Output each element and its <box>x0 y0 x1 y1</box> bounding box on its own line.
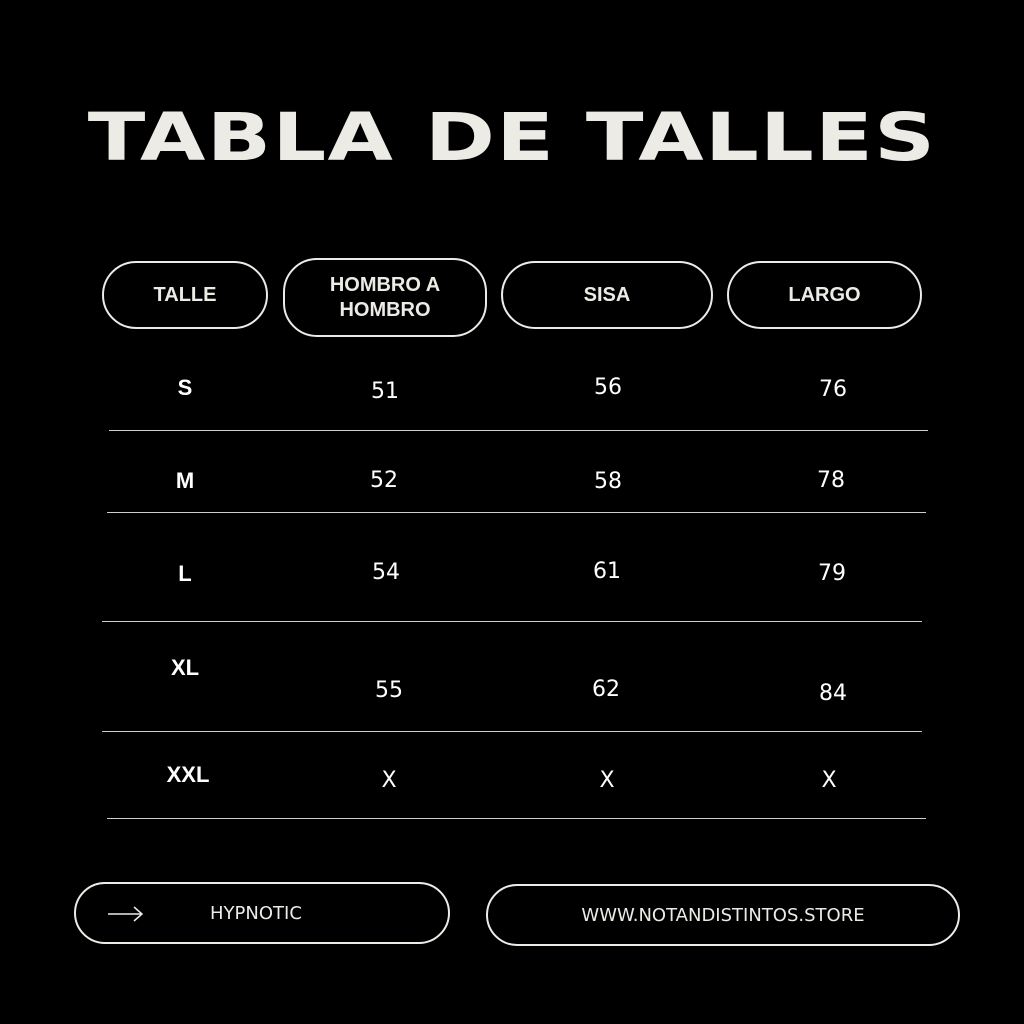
hombro-cell: 51 <box>371 379 399 404</box>
largo-cell: 78 <box>817 468 845 493</box>
largo-cell: X <box>821 768 837 793</box>
header-sisa <box>501 261 713 329</box>
brand-label: HYPNOTIC <box>210 902 302 924</box>
row-divider <box>102 731 922 732</box>
sisa-cell: 58 <box>594 469 622 494</box>
size-cell: L <box>178 561 192 586</box>
header-hombro-line2: HOMBRO <box>339 298 431 321</box>
largo-cell: 76 <box>819 377 847 402</box>
header-sisa-label: SISA <box>583 283 631 306</box>
size-cell: S <box>177 375 193 400</box>
arrow-right-icon <box>106 902 146 926</box>
sisa-cell: 62 <box>592 677 620 702</box>
header-hombro-label <box>330 273 440 323</box>
header-largo <box>727 261 922 329</box>
header-largo-label: LARGO <box>788 283 861 306</box>
sisa-cell: 61 <box>593 559 621 584</box>
size-cell: M <box>175 468 195 493</box>
row-divider <box>107 512 926 513</box>
size-cell: XL <box>170 655 200 680</box>
sisa-cell: X <box>599 768 615 793</box>
hombro-cell: 55 <box>375 678 403 703</box>
website-link[interactable] <box>486 884 960 946</box>
hombro-cell: X <box>381 768 397 793</box>
hombro-cell: 54 <box>372 560 400 585</box>
page-title: TABLA DE TALLES <box>87 99 937 176</box>
header-hombro-a-hombro <box>283 258 487 337</box>
header-talle-label: TALLE <box>153 283 217 306</box>
hombro-cell: 52 <box>370 468 398 493</box>
size-cell: XXL <box>166 762 210 787</box>
row-divider <box>107 818 926 819</box>
brand-pill[interactable] <box>74 882 450 944</box>
header-hombro-line1: HOMBRO A <box>329 273 441 296</box>
row-divider <box>109 430 928 431</box>
sisa-cell: 56 <box>594 375 622 400</box>
largo-cell: 84 <box>819 681 847 706</box>
website-label: WWW.NOTANDISTINTOS.STORE <box>581 904 865 926</box>
header-talle <box>102 261 268 329</box>
row-divider <box>102 621 922 622</box>
largo-cell: 79 <box>818 561 846 586</box>
